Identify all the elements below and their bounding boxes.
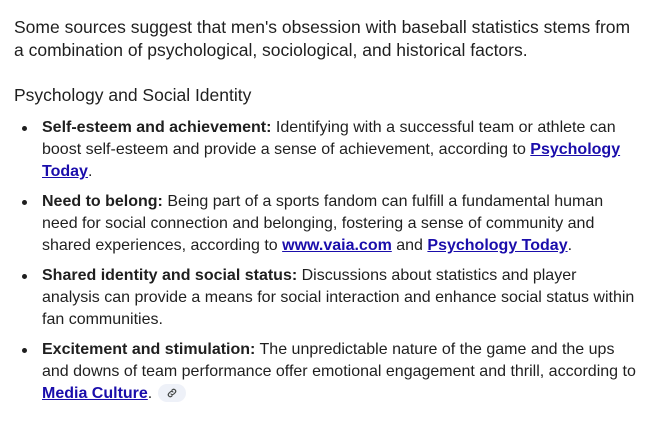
item-text: Identifying with a successful team or athlete can boost self-esteem and provide a sense of achievement, according to — [42, 119, 616, 158]
bullet-dot-icon — [22, 200, 27, 205]
source-link-psychology-today-2[interactable]: Psychology Today — [427, 237, 568, 254]
item-text: The unpredictable nature of the game and the ups and downs of team performance offer emotional engagement and thrill, according to — [42, 341, 636, 380]
source-link-media-culture[interactable]: Media Culture — [42, 385, 148, 402]
source-chip-button[interactable] — [158, 384, 186, 402]
bullet-list — [14, 117, 638, 405]
item-text: Discussions about statistics and player analysis can provide a means for social interaction and enhance social status within fan communities. — [42, 267, 635, 328]
item-text: Being part of a sports fandom can fulfill a fundamental human need for social connection and belonging, fostering a sense of community and shared experiences, according to — [42, 193, 604, 254]
source-link-vaia[interactable]: www.vaia.com — [282, 237, 392, 254]
item-mid: and — [391, 237, 428, 254]
intro-paragraph: Some sources suggest that men's obsession with baseball statistics stems from a combination of psychological, sociological, and historical factors. — [14, 17, 631, 60]
item-term: Need to belong: — [42, 193, 163, 210]
source-link-psychology-today[interactable]: Psychology Today — [42, 141, 621, 180]
bullet-dot-icon — [22, 348, 27, 353]
item-term: Shared identity and social status: — [42, 267, 298, 284]
list-item — [14, 191, 638, 257]
list-item — [14, 265, 638, 331]
section-heading: Psychology and Social Identity — [14, 85, 252, 105]
item-end: . — [567, 237, 573, 254]
item-term: Self-esteem and achievement: — [42, 119, 272, 136]
item-end: . — [87, 163, 93, 180]
item-end: . — [147, 385, 153, 402]
bullet-dot-icon — [22, 126, 27, 131]
item-term: Excitement and stimulation: — [42, 341, 256, 358]
list-item — [14, 339, 638, 405]
link-icon — [166, 387, 178, 399]
list-item — [14, 117, 638, 183]
bullet-dot-icon — [22, 274, 27, 279]
